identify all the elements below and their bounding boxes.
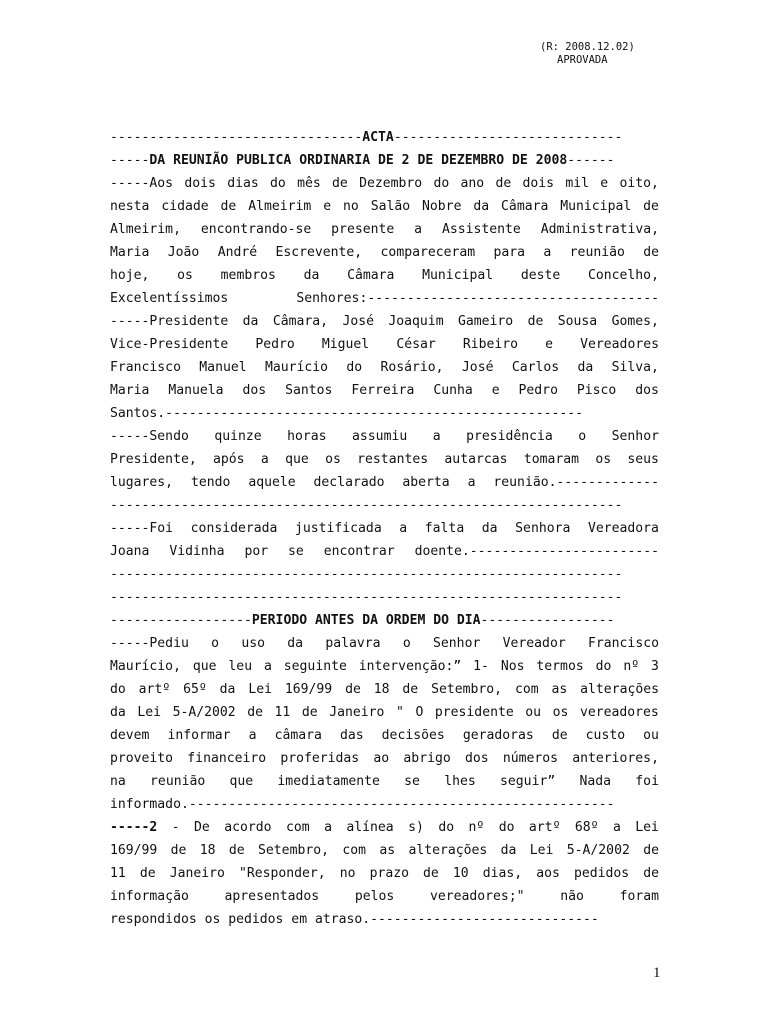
- text-line: Maria João André Escrevente, compareceram para a reunião de: [110, 245, 659, 260]
- text-line: -----Foi considerada justificada a falta da Senhora Vereadora: [110, 521, 659, 536]
- text-line: 169/99 de 18 de Setembro, com as alterações da Lei 5-A/2002 de: [110, 843, 659, 858]
- text-line: informado.------------------------------------------------------: [110, 797, 615, 812]
- text-line: ------------------PERIODO ANTES DA ORDEM DO DIA-----------------: [110, 613, 615, 628]
- text-line: nesta cidade de Almeirim e no Salão Nobre da Câmara Municipal de: [110, 199, 659, 214]
- text-line: -----2 - De acordo com a alínea s) do nº do artº 68º a Lei: [110, 820, 659, 835]
- text-line: Vice-Presidente Pedro Miguel César Ribeiro e Vereadores: [110, 337, 659, 352]
- text-line: -----------------------------------------------------------------: [110, 498, 623, 513]
- text-line: Maurício, que leu a seguinte intervenção:” 1- Nos termos do nº 3: [110, 659, 659, 674]
- text-line: -----Aos dois dias do mês de Dezembro do ano de dois mil e oito,: [110, 176, 659, 191]
- text-line: informação apresentados pelos vereadores;" não foram: [110, 889, 659, 904]
- text-line: do artº 65º da Lei 169/99 de 18 de Setembro, com as alterações: [110, 682, 659, 697]
- text-line: -----------------------------------------------------------------: [110, 590, 623, 605]
- text-line: -----------------------------------------------------------------: [110, 567, 623, 582]
- text-line: na reunião que imediatamente se lhes seguir” Nada foi: [110, 774, 659, 789]
- text-line: Almeirim, encontrando-se presente a Assistente Administrativa,: [110, 222, 659, 237]
- text-line: Maria Manuela dos Santos Ferreira Cunha e Pedro Pisco dos: [110, 383, 659, 398]
- text-line: -----Sendo quinze horas assumiu a presidência o Senhor: [110, 429, 659, 444]
- text-line: Joana Vidinha por se encontrar doente.------------------------: [110, 544, 659, 559]
- text-line: Santos.-----------------------------------------------------: [110, 406, 583, 421]
- revision-stamp: [540, 41, 635, 67]
- text-line: hoje, os membros da Câmara Municipal deste Concelho,: [110, 268, 659, 283]
- text-line: proveito financeiro proferidas ao abrigo dos números anteriores,: [110, 751, 659, 766]
- text-line: --------------------------------ACTA-----------------------------: [110, 130, 623, 145]
- approval-status: APROVADA: [557, 54, 608, 66]
- text-line: -----Presidente da Câmara, José Joaquim Gameiro de Sousa Gomes,: [110, 314, 659, 329]
- page-number: 1: [653, 965, 661, 981]
- text-line: devem informar a câmara das decisões geradoras de custo ou: [110, 728, 659, 743]
- text-line: Excelentíssimos Senhores:-------------------------------------: [110, 291, 659, 306]
- text-line: Francisco Manuel Maurício do Rosário, José Carlos da Silva,: [110, 360, 659, 375]
- text-line: da Lei 5-A/2002 de 11 de Janeiro " O presidente ou os vereadores: [110, 705, 659, 720]
- text-line: -----DA REUNIÃO PUBLICA ORDINARIA DE 2 DE DEZEMBRO DE 2008------: [110, 153, 615, 168]
- text-line: respondidos os pedidos em atraso.-----------------------------: [110, 912, 599, 927]
- text-line: 11 de Janeiro "Responder, no prazo de 10 dias, aos pedidos de: [110, 866, 659, 881]
- text-line: -----Pediu o uso da palavra o Senhor Vereador Francisco: [110, 636, 659, 651]
- revision-date: (R: 2008.12.02): [540, 41, 635, 53]
- minutes-body: [110, 126, 659, 931]
- text-line: Presidente, após a que os restantes autarcas tomaram os seus: [110, 452, 659, 467]
- text-line: lugares, tendo aquele declarado aberta a reunião.-------------: [110, 475, 659, 490]
